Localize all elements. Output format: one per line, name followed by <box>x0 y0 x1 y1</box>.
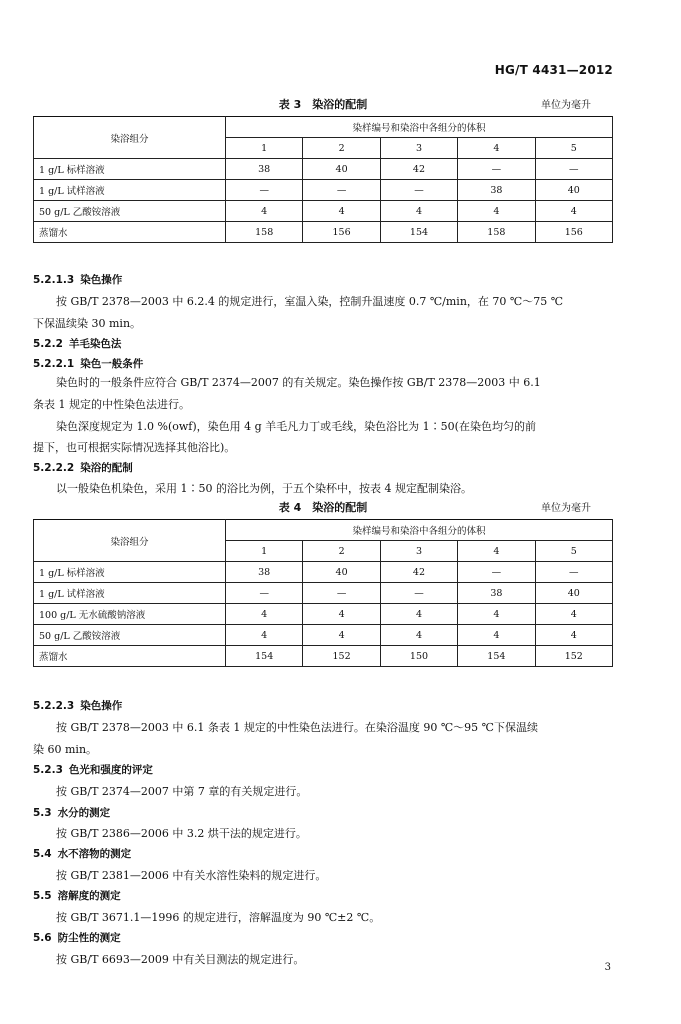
table-cell: 4 <box>458 604 535 625</box>
table-cell: 4 <box>303 201 380 222</box>
table-cell: 154 <box>226 646 303 667</box>
table3-unit: 单位为毫升 <box>541 100 591 111</box>
table-cell: 158 <box>458 222 535 243</box>
section-heading <box>33 698 613 714</box>
table-cell: 152 <box>535 646 612 667</box>
paragraph-line: 以一般染色机染色，采用 1∶50 的浴比为例，于五个染杯中，按表 4 规定配制染浴。 <box>56 482 472 495</box>
table-cell: — <box>535 159 612 180</box>
paragraph-line: 按 GB/T 2374—2007 中第 7 章的有关规定进行。 <box>56 785 308 798</box>
table-cell: — <box>458 159 535 180</box>
section-title: 水不溶物的测定 <box>57 848 132 860</box>
section-number: 5.2.2.3 <box>33 700 75 712</box>
table4-col-header: 4 <box>458 541 535 562</box>
table4-col-header: 5 <box>535 541 612 562</box>
row-label: 50 g/L 乙酸铵溶液 <box>34 201 226 222</box>
table-row <box>34 625 613 646</box>
paragraph-line: 下保温续染 30 min。 <box>33 317 142 330</box>
table3 <box>33 116 613 243</box>
section-heading <box>33 762 613 778</box>
table3-col-header: 5 <box>535 138 612 159</box>
section-number: 5.6 <box>33 932 52 944</box>
paragraph-line: 染 60 min。 <box>33 743 98 756</box>
table-cell: 156 <box>303 222 380 243</box>
table3-title: 表 3 染浴的配制 <box>278 98 368 111</box>
section-title: 染色一般条件 <box>80 358 144 370</box>
paragraph-line: 按 GB/T 2386—2006 中 3.2 烘干法的规定进行。 <box>56 827 307 840</box>
table-cell: 38 <box>458 583 535 604</box>
table4-unit: 单位为毫升 <box>541 503 591 514</box>
table-cell: 4 <box>380 625 457 646</box>
section-title: 染色操作 <box>80 700 123 712</box>
paragraph-line: 按 GB/T 2381—2006 中有关水溶性染料的规定进行。 <box>56 869 327 882</box>
section-number: 5.5 <box>33 890 52 902</box>
paragraph-line: 按 GB/T 2378—2003 中 6.1 条表 1 规定的中性染色法进行。在染浴温度 90 ℃～95 ℃下保温续 <box>56 721 538 734</box>
table-row <box>34 180 613 201</box>
row-label: 50 g/L 乙酸铵溶液 <box>34 625 226 646</box>
table3-col-header: 2 <box>303 138 380 159</box>
table3-col-header: 3 <box>380 138 457 159</box>
paragraph-line: 提下，也可根据实际情况选择其他浴比)。 <box>33 441 236 454</box>
table-row <box>34 159 613 180</box>
table-row <box>34 646 613 667</box>
table-cell: 40 <box>303 159 380 180</box>
table-cell: — <box>380 180 457 201</box>
document-id: HG/T 4431—2012 <box>494 63 613 77</box>
paragraph-line: 染色深度规定为 1.0 %(owf)，染色用 4 g 羊毛凡力丁或毛线，染色浴比为 1∶50(在染色均匀的前 <box>56 420 536 433</box>
table-row <box>34 222 613 243</box>
section-heading <box>33 846 613 862</box>
paragraph-line: 染色时的一般条件应符合 GB/T 2374—2007 的有关规定。染色操作按 GB/T 2378—2003 中 6.1 <box>56 376 541 389</box>
section-number: 5.4 <box>33 848 52 860</box>
section-number: 5.2.2.2 <box>33 462 75 474</box>
section-title: 染色操作 <box>80 274 123 286</box>
table-row <box>34 201 613 222</box>
table-cell: 40 <box>303 562 380 583</box>
table-cell: 156 <box>535 222 612 243</box>
table-cell: 38 <box>226 159 303 180</box>
paragraph-line: 按 GB/T 3671.1—1996 的规定进行，溶解温度为 90 ℃±2 ℃。 <box>56 911 381 924</box>
table-cell: 42 <box>380 159 457 180</box>
table-cell: — <box>535 562 612 583</box>
table-cell: 38 <box>226 562 303 583</box>
table-cell: 4 <box>458 201 535 222</box>
section-heading <box>33 336 613 352</box>
table-cell: 150 <box>380 646 457 667</box>
table3-group-header: 染样编号和染浴中各组分的体积 <box>226 117 613 138</box>
table-cell: 42 <box>380 562 457 583</box>
row-label: 1 g/L 试样溶液 <box>34 180 226 201</box>
table-cell: — <box>226 583 303 604</box>
section-title: 防尘性的测定 <box>57 932 121 944</box>
table4-col-header: 2 <box>303 541 380 562</box>
table-cell: — <box>303 180 380 201</box>
section-title: 羊毛染色法 <box>68 338 122 350</box>
section-heading <box>33 460 613 476</box>
row-label: 100 g/L 无水硫酸钠溶液 <box>34 604 226 625</box>
row-label: 1 g/L 标样溶液 <box>34 562 226 583</box>
table4-group-header: 染样编号和染浴中各组分的体积 <box>226 520 613 541</box>
page-number: 3 <box>604 962 611 973</box>
section-title: 色光和强度的评定 <box>68 764 153 776</box>
table4-col-header: 1 <box>226 541 303 562</box>
table-cell: 4 <box>458 625 535 646</box>
table4-col-header: 3 <box>380 541 457 562</box>
table-cell: 4 <box>380 604 457 625</box>
section-title: 染浴的配制 <box>80 462 133 474</box>
table4-component-header: 染浴组分 <box>34 520 226 562</box>
row-label: 1 g/L 标样溶液 <box>34 159 226 180</box>
table-cell: 4 <box>226 625 303 646</box>
table-cell: 154 <box>458 646 535 667</box>
table-cell: — <box>380 583 457 604</box>
table3-caption-row <box>33 96 613 112</box>
table-cell: 4 <box>303 604 380 625</box>
table-cell: 4 <box>226 604 303 625</box>
table-cell: — <box>303 583 380 604</box>
section-heading <box>33 805 613 821</box>
table-cell: 4 <box>380 201 457 222</box>
table4-caption-row <box>33 499 613 515</box>
row-label: 蒸馏水 <box>34 646 226 667</box>
table3-component-header: 染浴组分 <box>34 117 226 159</box>
section-heading <box>33 356 613 372</box>
paragraph-line: 按 GB/T 2378—2003 中 6.2.4 的规定进行，室温入染，控制升温速度 0.7 ℃/min，在 70 ℃～75 ℃ <box>56 295 563 308</box>
table-cell: 4 <box>535 201 612 222</box>
section-number: 5.2.2.1 <box>33 358 75 370</box>
table-row <box>34 583 613 604</box>
paragraph-line: 条表 1 规定的中性染色法进行。 <box>33 398 190 411</box>
table-cell: — <box>458 562 535 583</box>
section-heading <box>33 888 613 904</box>
table-cell: 38 <box>458 180 535 201</box>
table3-col-header: 1 <box>226 138 303 159</box>
table-cell: 158 <box>226 222 303 243</box>
table-row <box>34 562 613 583</box>
section-number: 5.2.1.3 <box>33 274 75 286</box>
table-cell: 40 <box>535 180 612 201</box>
row-label: 蒸馏水 <box>34 222 226 243</box>
table4-title: 表 4 染浴的配制 <box>278 501 368 514</box>
table4 <box>33 519 613 667</box>
table3-col-header: 4 <box>458 138 535 159</box>
table-cell: 4 <box>226 201 303 222</box>
section-number: 5.2.2 <box>33 338 63 350</box>
section-heading <box>33 272 613 288</box>
section-title: 水分的测定 <box>57 807 111 819</box>
table-cell: 4 <box>535 625 612 646</box>
table-cell: 152 <box>303 646 380 667</box>
section-title: 溶解度的测定 <box>57 890 121 902</box>
paragraph-line: 按 GB/T 6693—2009 中有关目测法的规定进行。 <box>56 953 305 966</box>
row-label: 1 g/L 试样溶液 <box>34 583 226 604</box>
table-cell: 4 <box>535 604 612 625</box>
table-cell: 154 <box>380 222 457 243</box>
table-cell: 40 <box>535 583 612 604</box>
section-number: 5.3 <box>33 807 52 819</box>
table-cell: 4 <box>303 625 380 646</box>
table-row <box>34 604 613 625</box>
section-number: 5.2.3 <box>33 764 63 776</box>
section-heading <box>33 930 613 946</box>
table-cell: — <box>226 180 303 201</box>
